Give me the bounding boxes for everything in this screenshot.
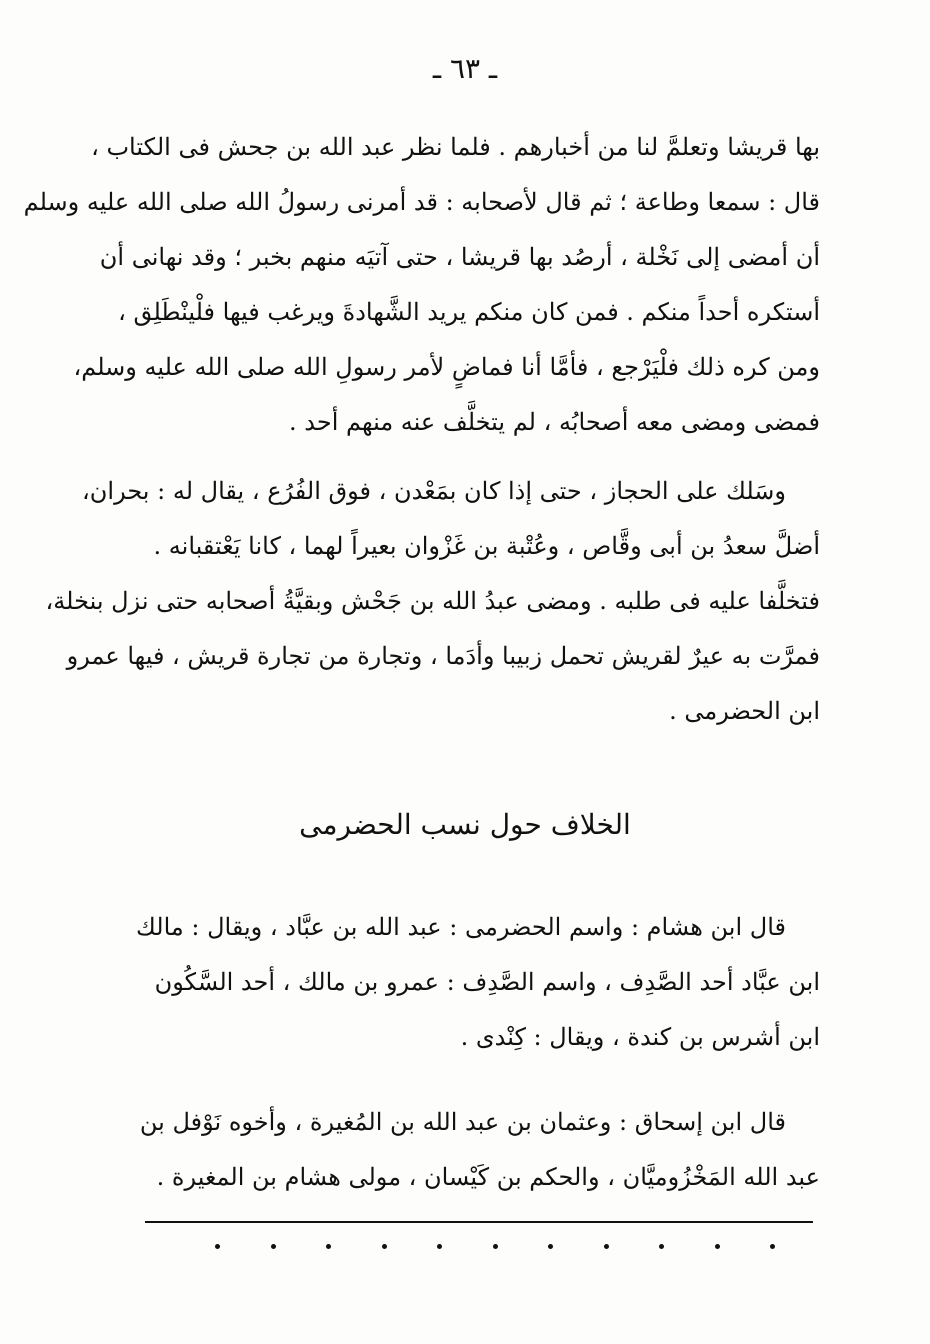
text-line: عبد الله المَخْزُوميَّان ، والحكم بن كَيْسان ، مولى هشام بن المغيرة . xyxy=(156,1163,820,1191)
dot xyxy=(382,1244,387,1249)
section-heading: الخلاف حول نسب الحضرمى xyxy=(299,808,631,841)
text-line: أستكره أحداً منكم . فمن كان منكم يريد الشَّهادةَ ويرغب فيها فلْينْطَلِق ، xyxy=(118,298,820,326)
paragraph xyxy=(139,1095,820,1205)
dot xyxy=(493,1244,498,1249)
text-line: فمضى ومضى معه أصحابُه ، لم يتخلَّف عنه منهم أحد . xyxy=(289,408,820,436)
footnote-divider xyxy=(145,1221,813,1223)
text-line: قال ابن هشام : واسم الحضرمى : عبد الله بن عبَّاد ، ويقال : مالك xyxy=(136,913,786,941)
dot xyxy=(659,1244,664,1249)
text-line: ابن أشرس بن كندة ، ويقال : كِنْدى . xyxy=(460,1023,820,1051)
text-line: ابن الحضرمى . xyxy=(669,697,820,725)
dot xyxy=(271,1244,276,1249)
dot xyxy=(770,1244,775,1249)
dot xyxy=(715,1244,720,1249)
dot xyxy=(437,1244,442,1249)
paragraph xyxy=(136,900,820,1065)
dot xyxy=(215,1244,220,1249)
page-number: ـ ٦٣ ـ xyxy=(432,52,498,85)
text-line: قال : سمعا وطاعة ؛ ثم قال لأصحابه : قد أمرنى رسولُ الله صلى الله عليه وسلم xyxy=(23,188,820,216)
text-line: فمرَّت به عيرٌ لقريش تحمل زبيبا وأدَما ، وتجارة من تجارة قريش ، فيها عمرو xyxy=(66,642,820,670)
text-line: قال ابن إسحاق : وعثمان بن عبد الله بن المُغيرة ، وأخوه نَوْفل بن xyxy=(139,1108,786,1136)
text-line: ابن عبَّاد أحد الصَّدِف ، واسم الصَّدِف : عمرو بن مالك ، أحد السَّكُون xyxy=(154,968,820,996)
text-line: بها قريشا وتعلمَّ لنا من أخبارهم . فلما نظر عبد الله بن جحش فى الكتاب ، xyxy=(91,133,820,161)
footnote-dots xyxy=(215,1244,775,1249)
text-line: ومن كره ذلك فلْيَرْجع ، فأمَّا أنا فماضٍ لأمر رسولِ الله صلى الله عليه وسلم، xyxy=(73,353,820,381)
text-line: أضلَّ سعدُ بن أبى وقَّاص ، وعُتْبة بن غَزْوان بعيراً لهما ، كانا يَعْتقبانه . xyxy=(153,532,820,560)
text-line: فتخلَّفا عليه فى طلبه . ومضى عبدُ الله بن جَحْش وبقيَّةُ أصحابه حتى نزل بنخلة، xyxy=(45,587,820,615)
text-line: وسَلك على الحجاز ، حتى إذا كان بمَعْدن ، فوق الفُرُع ، يقال له : بحران، xyxy=(82,477,786,505)
dot xyxy=(604,1244,609,1249)
text-line: أن أمضى إلى نَخْلة ، أرصُد بها قريشا ، حتى آتيَه منهم بخبر ؛ وقد نهانى أن xyxy=(99,243,820,271)
paragraph xyxy=(45,464,820,739)
dot xyxy=(548,1244,553,1249)
paragraph xyxy=(23,120,820,450)
dot xyxy=(326,1244,331,1249)
